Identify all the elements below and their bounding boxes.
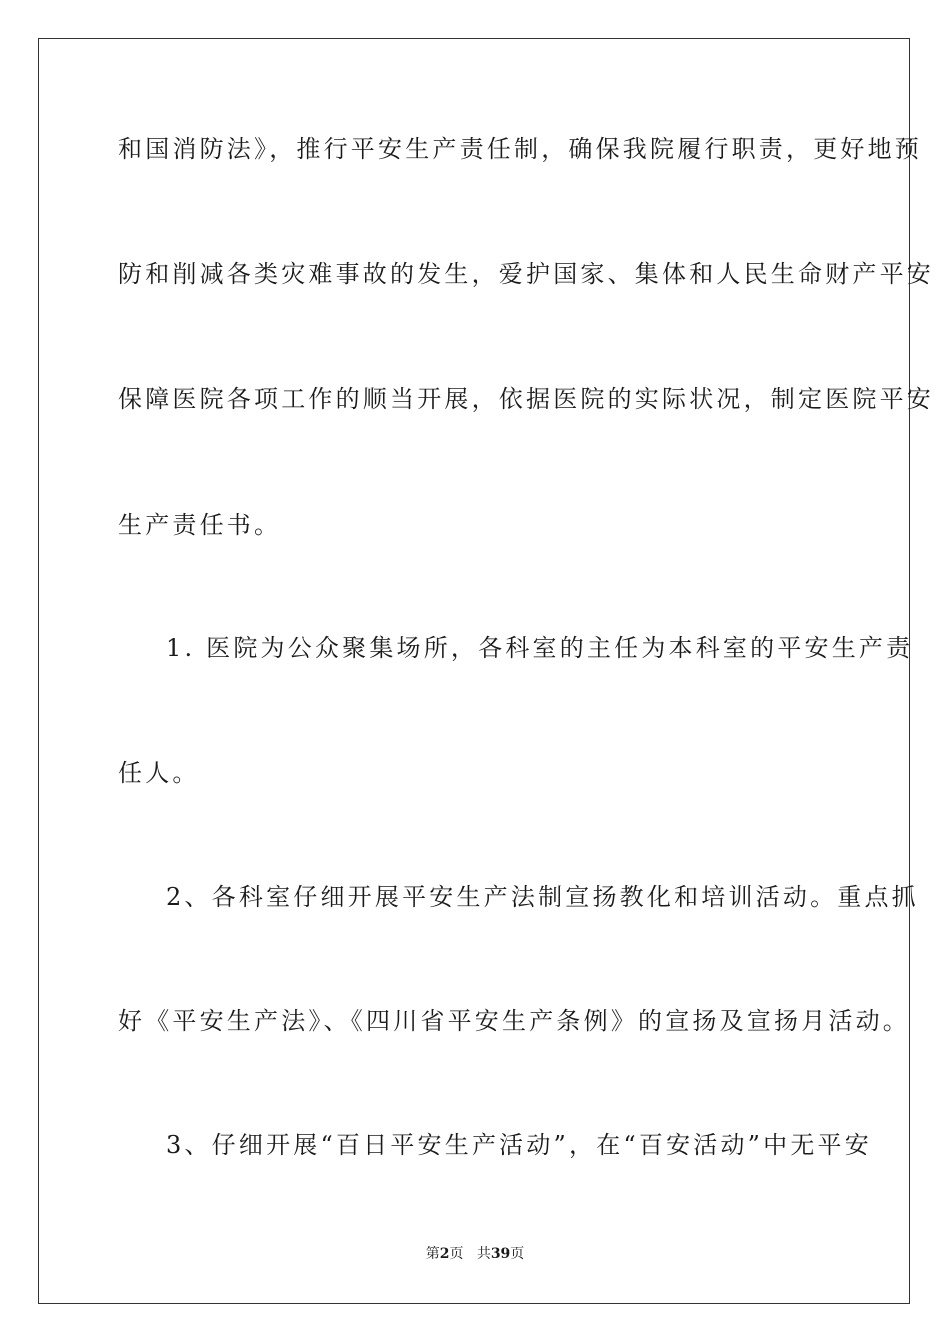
body-line-3: 保障医院各项工作的顺当开展，依据医院的实际状况，制定医院平安 xyxy=(118,385,934,413)
footer-page-prefix: 第 xyxy=(425,1246,440,1262)
body-line-8: 好《平安生产法》、《四川省平安生产条例》的宣扬及宣扬月活动。 xyxy=(118,1007,910,1035)
footer-page-number: 2 xyxy=(439,1246,450,1262)
footer-total-pages: 39 xyxy=(490,1246,511,1262)
body-line-7: 2、各科室仔细开展平安生产法制宣扬教化和培训活动。重点抓 xyxy=(166,883,919,911)
body-line-6: 任人。 xyxy=(118,759,200,787)
body-line-2: 防和削减各类灾难事故的发生，爱护国家、集体和人民生命财产平安 xyxy=(118,260,934,288)
body-line-1: 和国消防法》，推行平安生产责任制，确保我院履行职责，更好地预 xyxy=(118,135,922,163)
footer-page-suffix: 页 xyxy=(449,1246,464,1262)
page-border xyxy=(38,38,934,1304)
body-line-4: 生产责任书。 xyxy=(118,511,282,539)
body-line-9: 3、仔细开展“百日平安生产活动”，在“百安活动”中无平安 xyxy=(166,1131,872,1159)
body-line-5: 1. 医院为公众聚集场所，各科室的主任为本科室的平安生产责 xyxy=(166,634,914,662)
footer-total-suffix: 页 xyxy=(510,1246,525,1262)
page-footer xyxy=(0,1244,950,1264)
footer-total-prefix: 共 xyxy=(476,1246,491,1262)
